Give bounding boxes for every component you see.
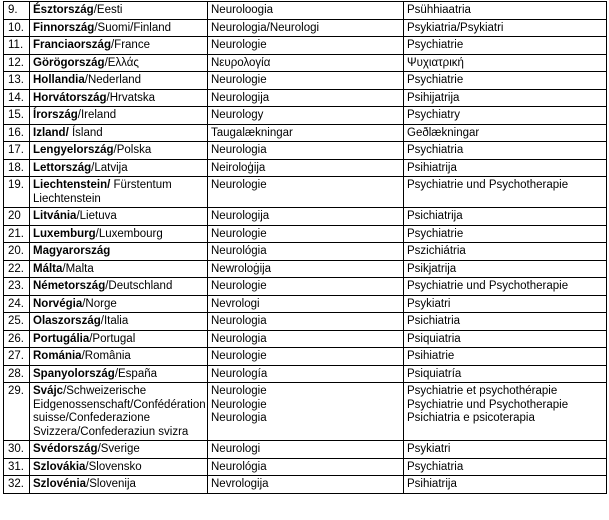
psychiatry-cell — [404, 2, 607, 20]
neurology-term: Neurologija — [211, 91, 270, 104]
psychiatry-cell — [404, 208, 607, 226]
psychiatry-term: Psihiatrija — [407, 478, 457, 490]
table-row — [4, 54, 607, 72]
table-row — [4, 225, 607, 243]
neurology-cell — [208, 441, 404, 459]
country-cell — [30, 19, 208, 37]
psychiatry-cell — [404, 89, 607, 107]
table-row — [4, 177, 607, 208]
country-name-hungarian: Szlovákia — [33, 460, 86, 473]
country-name-native: /Polska — [113, 144, 152, 156]
row-number: 16. — [4, 124, 30, 142]
country-name-hungarian: Horvátország — [33, 91, 107, 104]
neurology-term: Nevrologija — [211, 478, 269, 490]
row-number: 25. — [4, 313, 30, 331]
country-name-hungarian: Románia — [33, 350, 82, 362]
psychiatry-term: Psychiatry — [407, 109, 461, 121]
country-cell — [30, 107, 208, 125]
country-name-native: /Italia — [100, 315, 129, 327]
row-number: 28. — [4, 365, 30, 383]
neurology-cell — [208, 260, 404, 278]
psychiatry-cell — [404, 107, 607, 125]
psychiatry-term: Psikjatrija — [407, 262, 457, 275]
neurology-term: Taugalækningar — [211, 126, 293, 139]
country-cell — [30, 260, 208, 278]
neurology-term: Neurologia — [211, 315, 267, 327]
psychiatry-cell — [404, 177, 607, 208]
country-cell — [30, 208, 208, 226]
table-row — [4, 208, 607, 226]
row-number: 10. — [4, 19, 30, 37]
psychiatry-cell — [404, 225, 607, 243]
country-name-native: /Portugal — [89, 332, 136, 345]
country-name-native: /Deutschland — [105, 280, 173, 292]
table-row — [4, 107, 607, 125]
psychiatry-cell — [404, 313, 607, 331]
table-row — [4, 124, 607, 142]
neurology-cell — [208, 89, 404, 107]
neurology-term: Neurologija — [211, 210, 270, 222]
neurology-term: Neurologie — [211, 350, 267, 362]
country-name-native: /Hrvatska — [106, 91, 156, 104]
neurology-cell — [208, 37, 404, 55]
row-number: 24. — [4, 295, 30, 313]
psychiatry-cell — [404, 54, 607, 72]
psychiatry-term: Psychiatria — [407, 460, 464, 473]
neurology-cell — [208, 313, 404, 331]
row-number: 23. — [4, 278, 30, 296]
neurology-term: Neurológia — [211, 245, 267, 257]
table-row — [4, 243, 607, 261]
country-name-hungarian: Finnország — [33, 21, 95, 34]
neurology-term: Neurologie — [211, 74, 267, 86]
neurology-cell — [208, 476, 404, 494]
psychiatry-term: Psihiatrie — [407, 350, 455, 362]
country-cell — [30, 142, 208, 160]
country-cell — [30, 278, 208, 296]
specialty-table — [3, 1, 607, 494]
country-name-native: /Slovensko — [85, 460, 142, 473]
country-cell — [30, 365, 208, 383]
country-cell — [30, 348, 208, 366]
table-row — [4, 348, 607, 366]
table-body — [4, 2, 607, 494]
country-cell — [30, 476, 208, 494]
table-row — [4, 2, 607, 20]
row-number: 19. — [4, 177, 30, 208]
table-row — [4, 458, 607, 476]
country-name-hungarian: Málta — [33, 262, 63, 275]
country-cell — [30, 313, 208, 331]
country-cell — [30, 225, 208, 243]
neurology-cell — [208, 54, 404, 72]
country-name-hungarian: Görögország — [33, 56, 105, 69]
country-cell — [30, 458, 208, 476]
psychiatry-term: Psiquiatria — [407, 332, 461, 345]
country-cell — [30, 441, 208, 459]
country-name-hungarian: Lengyelország — [33, 144, 114, 156]
neurology-term: Neurologie — [211, 385, 267, 397]
table-row — [4, 159, 607, 177]
country-name-native: /Ελλάς — [104, 56, 139, 69]
row-number: 20 — [4, 208, 30, 226]
psychiatry-term: Psihiatrija — [407, 161, 457, 174]
country-name-hungarian: Magyarország — [33, 245, 111, 257]
table-row — [4, 37, 607, 55]
country-name-hungarian: Svédország — [33, 443, 98, 455]
country-name-hungarian: Lettország — [33, 161, 92, 174]
psychiatry-term: Psychiatrie und Psychotherapie — [407, 179, 569, 191]
psychiatry-term: Psychiatrie et psychothérapie — [407, 385, 558, 397]
psychiatry-cell — [404, 348, 607, 366]
country-name-native: Fürstentum Liechtenstein — [33, 179, 172, 205]
country-name-hungarian: Írország — [33, 109, 78, 121]
neurology-cell — [208, 225, 404, 243]
row-number: 18. — [4, 159, 30, 177]
country-cell — [30, 330, 208, 348]
row-number: 31. — [4, 458, 30, 476]
neurology-term: Neurología — [211, 367, 268, 380]
neurology-cell — [208, 107, 404, 125]
country-name-native: /Lietuva — [76, 210, 117, 222]
neurology-cell — [208, 124, 404, 142]
psychiatry-term: Psichiatria e psicoterapia — [407, 412, 535, 424]
row-number: 15. — [4, 107, 30, 125]
psychiatry-term: Psychiatria — [407, 144, 464, 156]
country-name-hungarian: Spanyolország — [33, 367, 115, 380]
psychiatry-term: Psichiatrija — [407, 210, 463, 222]
psychiatry-term: Psühhiaatria — [407, 4, 471, 16]
country-name-native: /Latvija — [91, 161, 128, 174]
country-cell — [30, 243, 208, 261]
psychiatry-cell — [404, 260, 607, 278]
country-name-native: /Luxembourg — [95, 227, 163, 240]
row-number: 17. — [4, 142, 30, 160]
neurology-term: Neurologie — [211, 39, 267, 51]
psychiatry-term: Psykiatria/Psykiatri — [407, 21, 504, 34]
country-name-hungarian: Svájc — [33, 385, 64, 397]
country-cell — [30, 159, 208, 177]
row-number: 20. — [4, 243, 30, 261]
country-name-native: /Suomi/Finland — [94, 21, 172, 34]
table-row — [4, 330, 607, 348]
neurology-cell — [208, 458, 404, 476]
row-number: 32. — [4, 476, 30, 494]
psychiatry-cell — [404, 365, 607, 383]
neurology-term: Νευρολογία — [211, 56, 271, 69]
country-cell — [30, 383, 208, 441]
country-name-hungarian: Hollandia — [33, 74, 85, 86]
table-row — [4, 295, 607, 313]
psychiatry-term: Psichiatria — [407, 315, 461, 327]
country-name-hungarian: Németország — [33, 280, 106, 292]
psychiatry-cell — [404, 383, 607, 441]
psychiatry-term: Psychiatrie und Psychotherapie — [407, 398, 569, 411]
neurology-cell — [208, 208, 404, 226]
row-number: 21. — [4, 225, 30, 243]
psychiatry-cell — [404, 278, 607, 296]
psychiatry-term: Psykiatri — [407, 297, 451, 310]
row-number: 9. — [4, 2, 30, 20]
country-cell — [30, 37, 208, 55]
neurology-term: Neurologi — [211, 443, 261, 455]
row-number: 30. — [4, 441, 30, 459]
psychiatry-cell — [404, 441, 607, 459]
country-cell — [30, 177, 208, 208]
country-cell — [30, 2, 208, 20]
table-row — [4, 89, 607, 107]
neurology-term: Neurológia — [211, 460, 267, 473]
psychiatry-cell — [404, 124, 607, 142]
neurology-cell — [208, 348, 404, 366]
table-row — [4, 278, 607, 296]
neurology-term: Neiroloģija — [211, 161, 266, 174]
psychiatry-term: Psihijatrija — [407, 91, 460, 104]
country-name-native: /Ireland — [77, 109, 117, 121]
neurology-cell — [208, 177, 404, 208]
neurology-term: Neurology — [211, 109, 264, 121]
country-name-hungarian: Izland/ — [33, 126, 69, 139]
psychiatry-term: Ψυχιατρική — [407, 56, 464, 69]
neurology-term: Newroloġija — [211, 262, 272, 275]
row-number: 26. — [4, 330, 30, 348]
country-name-native: /Nederland — [84, 74, 142, 86]
psychiatry-cell — [404, 19, 607, 37]
neurology-term: Neuroloogia — [211, 4, 274, 16]
neurology-term: Neurologia — [211, 412, 267, 424]
psychiatry-cell — [404, 476, 607, 494]
neurology-term: Neurologie — [211, 398, 267, 411]
neurology-term: Neurologia/Neurologi — [211, 21, 320, 34]
country-name-native: Ísland — [68, 126, 103, 139]
country-name-native: /Sverige — [97, 443, 140, 455]
row-number: 13. — [4, 72, 30, 90]
neurology-cell — [208, 243, 404, 261]
table-row — [4, 313, 607, 331]
psychiatry-cell — [404, 243, 607, 261]
country-name-native: /România — [81, 350, 131, 362]
country-name-hungarian: Észtország — [33, 4, 94, 16]
table-row — [4, 72, 607, 90]
row-number: 12. — [4, 54, 30, 72]
country-name-native: /Schweizerische Eidgenossenschaft/Confédération suisse/Confederazione Svizzera/Confederaziun svizra — [33, 385, 206, 438]
country-name-native: /France — [110, 39, 150, 51]
country-name-hungarian: Franciaország — [33, 39, 111, 51]
country-name-native: /Norge — [82, 297, 117, 310]
neurology-cell — [208, 72, 404, 90]
neurology-cell — [208, 2, 404, 20]
neurology-cell — [208, 278, 404, 296]
neurology-term: Neurologia — [211, 144, 267, 156]
table-row — [4, 441, 607, 459]
psychiatry-term: Psychiatrie — [407, 74, 464, 86]
psychiatry-cell — [404, 458, 607, 476]
neurology-cell — [208, 383, 404, 441]
country-name-hungarian: Olaszország — [33, 315, 101, 327]
neurology-term: Neurologie — [211, 280, 267, 292]
country-name-native: /Eesti — [93, 4, 123, 16]
psychiatry-term: Psykiatri — [407, 443, 451, 455]
neurology-term: Neurologie — [211, 227, 267, 240]
psychiatry-term: Psychiatrie und Psychotherapie — [407, 280, 569, 292]
neurology-cell — [208, 19, 404, 37]
neurology-cell — [208, 295, 404, 313]
row-number: 27. — [4, 348, 30, 366]
neurology-term: Nevrologi — [211, 297, 260, 310]
country-cell — [30, 124, 208, 142]
psychiatry-term: Psychiatrie — [407, 227, 464, 240]
country-cell — [30, 89, 208, 107]
country-name-native: /España — [114, 367, 158, 380]
neurology-cell — [208, 330, 404, 348]
country-name-hungarian: Szlovénia — [33, 478, 87, 490]
country-name-hungarian: Luxemburg — [33, 227, 96, 240]
psychiatry-cell — [404, 72, 607, 90]
neurology-cell — [208, 365, 404, 383]
psychiatry-cell — [404, 142, 607, 160]
country-name-hungarian: Litvánia — [33, 210, 77, 222]
neurology-term: Neurologia — [211, 332, 267, 345]
neurology-cell — [208, 159, 404, 177]
neurology-cell — [208, 142, 404, 160]
country-cell — [30, 72, 208, 90]
psychiatry-term: Pszichiátria — [407, 245, 466, 257]
table-row — [4, 383, 607, 441]
neurology-term: Neurologie — [211, 179, 267, 191]
country-name-hungarian: Norvégia — [33, 297, 83, 310]
psychiatry-cell — [404, 330, 607, 348]
psychiatry-cell — [404, 159, 607, 177]
table-row — [4, 365, 607, 383]
psychiatry-term: Geðlækningar — [407, 126, 480, 139]
table-row — [4, 142, 607, 160]
country-cell — [30, 54, 208, 72]
psychiatry-cell — [404, 295, 607, 313]
psychiatry-term: Psiquiatría — [407, 367, 462, 380]
table-row — [4, 260, 607, 278]
table-row — [4, 476, 607, 494]
psychiatry-cell — [404, 37, 607, 55]
row-number: 29. — [4, 383, 30, 441]
psychiatry-term: Psychiatrie — [407, 39, 464, 51]
country-name-hungarian: Portugália — [33, 332, 90, 345]
row-number: 14. — [4, 89, 30, 107]
country-name-native: /Slovenija — [86, 478, 136, 490]
table-row — [4, 19, 607, 37]
country-name-native: /Malta — [62, 262, 94, 275]
row-number: 22. — [4, 260, 30, 278]
row-number: 11. — [4, 37, 30, 55]
country-cell — [30, 295, 208, 313]
country-name-hungarian: Liechtenstein/ — [33, 179, 111, 191]
